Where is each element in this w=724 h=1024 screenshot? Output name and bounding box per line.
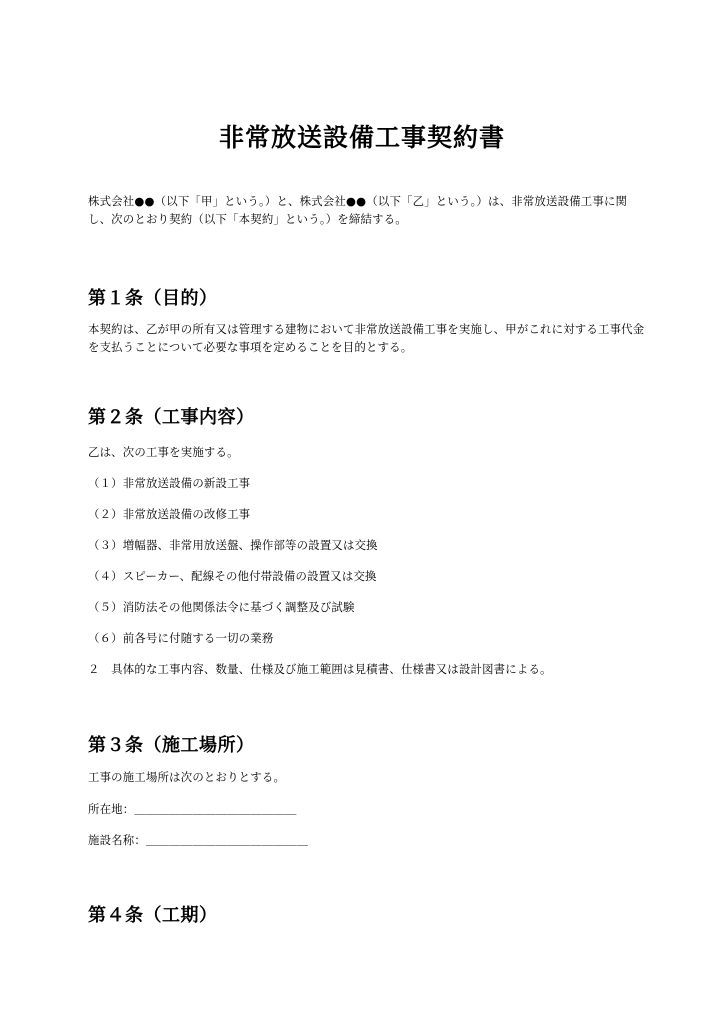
article-4-heading: 第４条（工期）: [88, 905, 218, 926]
article-2-item: （６）前各号に付随する一切の業務: [88, 631, 274, 645]
article-2-heading: 第２条（工事内容）: [88, 407, 255, 428]
facility-name-field: 施設名称：＿＿＿＿＿＿＿＿＿＿＿＿＿＿: [88, 833, 309, 847]
article-2-item: （１）非常放送設備の新設工事: [88, 476, 251, 490]
article-2-lead: 乙は、次の工事を実施する。: [88, 445, 239, 459]
article-3-lead: 工事の施工場所は次のとおりとする。: [88, 770, 286, 784]
article-2-item: （２）非常放送設備の改修工事: [88, 507, 251, 521]
article-2-item: （４）スピーカー、配線その他付帯設備の設置又は交換: [88, 569, 377, 583]
article-1-body: 本契約は、乙が甲の所有又は管理する建物において非常放送設備工事を実施し、甲がこれに対する工事代金を支払うことについて必要な事項を定めることを目的とする。: [88, 322, 645, 354]
article-2-item: （３）増幅器、非常用放送盤、操作部等の設置又は交換: [88, 538, 378, 552]
document-title: 非常放送設備工事契約書: [218, 123, 505, 152]
article-1-heading: 第１条（目的）: [88, 288, 218, 309]
article-3-heading: 第３条（施工場所）: [88, 735, 255, 756]
article-2-item: （５）消防法その他関係法令に基づく調整及び試験: [88, 600, 355, 614]
address-field: 所在地：＿＿＿＿＿＿＿＿＿＿＿＿＿＿: [88, 802, 297, 816]
article-2-clause-2: ２ 具体的な工事内容、数量、仕様及び施工範囲は見積書、仕様書又は設計図書による。: [88, 662, 552, 676]
intro-paragraph: 株式会社●●（以下「甲」という。）と、株式会社●●（以下「乙」という。）は、非常放送設備工事に関し、次のとおり契約（以下「本契約」という。）を締結する。: [88, 194, 628, 226]
